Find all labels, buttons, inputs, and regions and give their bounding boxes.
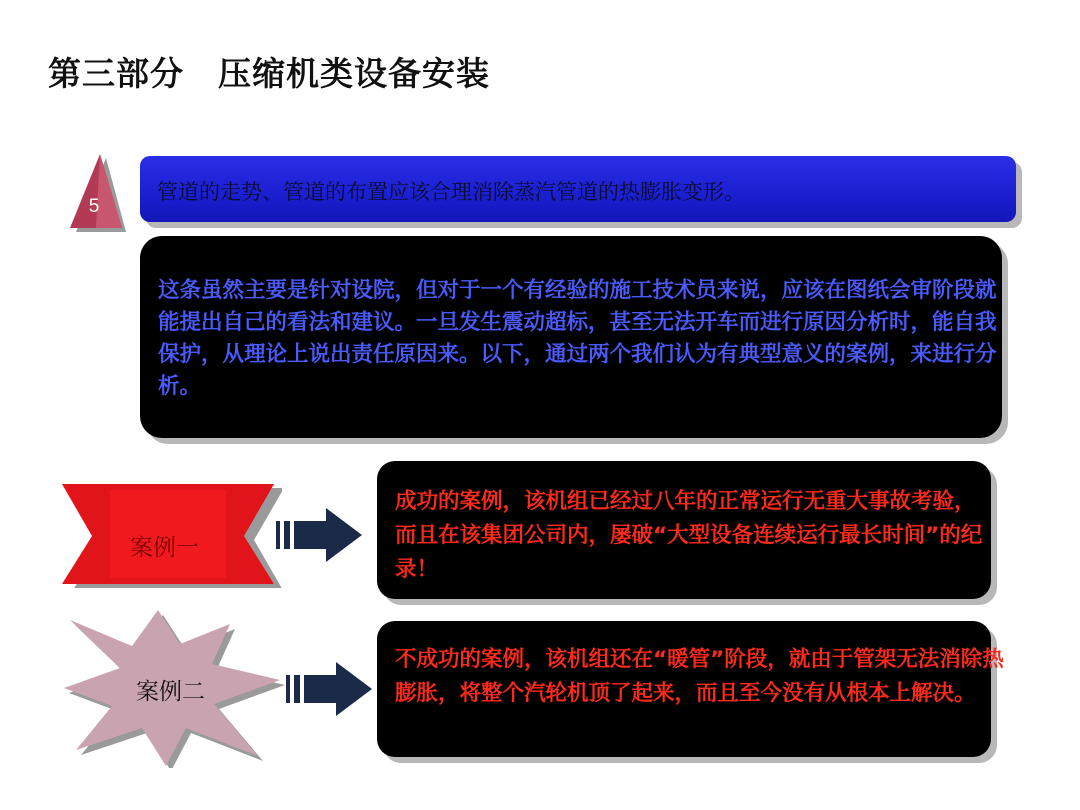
striped-right-arrow-icon <box>284 660 376 718</box>
step-heading: 管道的走势、管道的布置应该合理消除蒸汽管道的热膨胀变形。 <box>157 180 745 204</box>
case2-text: 不成功的案例，该机组还在“暖管”阶段，就由于管架无法消除热膨胀，将整个汽轮机顶了起来，而且至今没有从根本上解决。 <box>395 647 1004 706</box>
page-title: 第三部分 压缩机类设备安装 <box>48 54 490 93</box>
striped-right-arrow-icon <box>274 506 366 564</box>
step-number: 5 <box>88 196 100 217</box>
case2-label: 案例二 <box>136 679 205 705</box>
case1-label: 案例一 <box>130 535 199 561</box>
triangle-marker-icon <box>66 152 130 234</box>
explanation-text: 这条虽然主要是针对设院，但对于一个有经验的施工技术员来说，应该在图纸会审阶段就能提出自己的看法和建议。一旦发生震动超标，甚至无法开车而进行原因分析时，能自我保护，从理论上说出责任原因来。以下，通过两个我们认为有典型意义的案例，来进行分析。 <box>158 278 997 399</box>
case1-text: 成功的案例，该机组已经过八年的正常运行无重大事故考验，而且在该集团公司内，屡破“大型设备连续运行最长时间”的纪录！ <box>395 489 983 582</box>
